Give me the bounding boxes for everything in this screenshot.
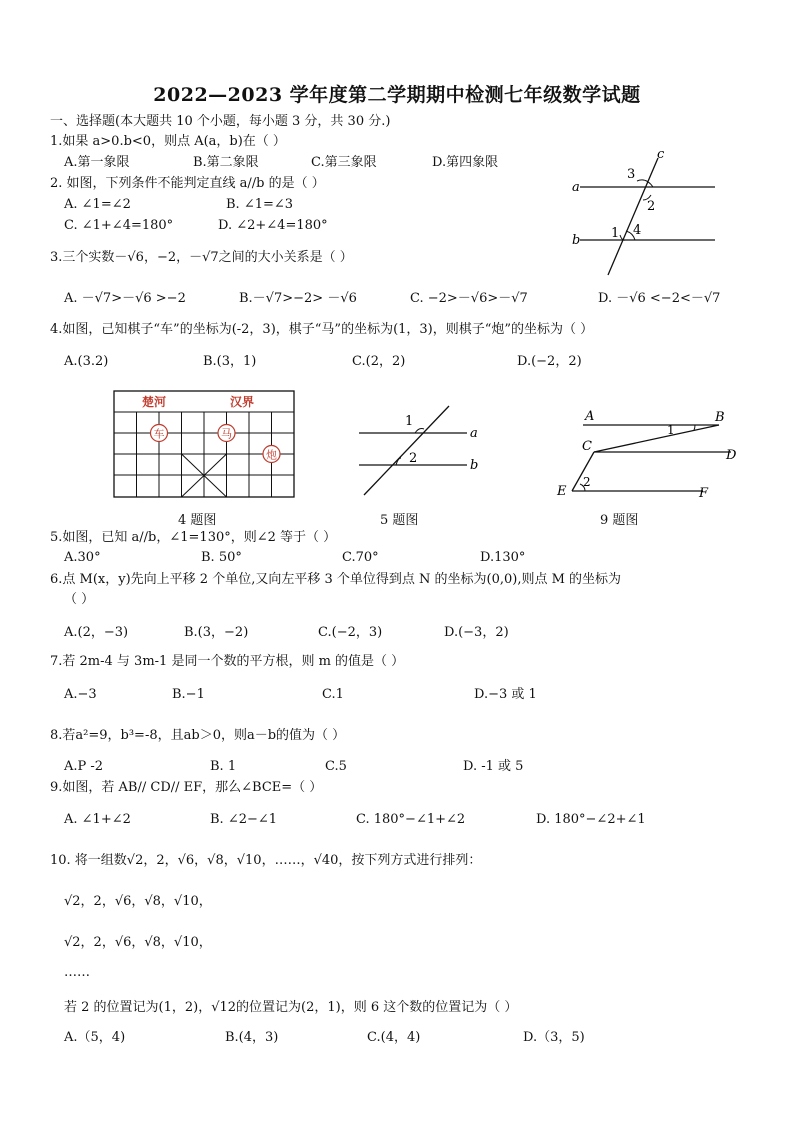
label-2: 2 xyxy=(647,199,656,214)
q6-option-b[interactable]: B.(3，−2) xyxy=(184,625,249,640)
q9-option-d[interactable]: D. 180°−∠2+∠1 xyxy=(536,812,646,827)
q10-option-b[interactable]: B.(4，3) xyxy=(225,1030,279,1045)
angle-arc-3 xyxy=(637,180,653,187)
q8-option-a[interactable]: A.P -2 xyxy=(64,759,104,774)
q3-option-c[interactable]: C. −2>－√6>－√7 xyxy=(410,291,528,306)
q2-option-c[interactable]: C. ∠1+∠4=180° xyxy=(64,218,174,233)
label-1: 1 xyxy=(405,414,414,429)
q7-option-c[interactable]: C.1 xyxy=(322,687,344,702)
label-4: 4 xyxy=(633,223,642,238)
q9-option-b[interactable]: B. ∠2−∠1 xyxy=(210,812,278,827)
q10-option-d[interactable]: D.（3，5) xyxy=(523,1030,585,1045)
label-F: F xyxy=(699,486,709,501)
label-b: b xyxy=(572,233,581,248)
q8-stem: 8.若a²=9，b³=-8，且ab＞0，则a－b的值为（ ） xyxy=(50,728,346,743)
q4-option-d[interactable]: D.(−2，2) xyxy=(517,354,582,369)
q6-option-a[interactable]: A.(2，−3) xyxy=(64,625,129,640)
q2-figure xyxy=(560,140,730,280)
q1-option-b[interactable]: B.第二象限 xyxy=(193,155,259,170)
q10-row-2: √2，2，√6，√8，√10， xyxy=(64,935,212,950)
q9-option-a[interactable]: A. ∠1+∠2 xyxy=(64,812,131,827)
river-label-right: 汉界 xyxy=(230,395,255,409)
q8-option-c[interactable]: C.5 xyxy=(325,759,347,774)
q1-option-c[interactable]: C.第三象限 xyxy=(311,155,377,170)
section-heading: 一、选择题(本大题共 10 个小题，每小题 3 分，共 30 分.) xyxy=(50,114,391,129)
q9-stem: 9.如图，若 AB// CD// EF，那么∠BCE=（ ） xyxy=(50,780,323,795)
label-D: D xyxy=(726,448,737,463)
label-C: C xyxy=(582,439,592,454)
q5-option-d[interactable]: D.130° xyxy=(480,550,526,565)
label-3: 3 xyxy=(627,167,636,182)
page-title: 2022—2023 学年度第二学期期中检测七年级数学试题 xyxy=(153,84,641,106)
angle-arc-2 xyxy=(396,458,401,465)
q10-option-a[interactable]: A.（5，4) xyxy=(64,1030,126,1045)
q4-stem: 4.如图，己知棋子“车”的坐标为(-2，3)，棋子“马”的坐标为(1，3)，则棋子“炮”的坐标为（ ） xyxy=(50,322,594,337)
fig5-caption: 5 题图 xyxy=(380,513,419,528)
q4-chessboard-figure xyxy=(110,388,300,500)
q1-option-a[interactable]: A.第一象限 xyxy=(64,155,130,170)
q9-option-c[interactable]: C. 180°−∠1+∠2 xyxy=(356,812,466,827)
q9-figure xyxy=(553,403,748,503)
label-b: b xyxy=(470,458,479,473)
q10-ellipsis: …… xyxy=(64,965,90,980)
q2-option-d[interactable]: D. ∠2+∠4=180° xyxy=(218,218,328,233)
q3-option-a[interactable]: A. －√7>－√6 >−2 xyxy=(64,291,186,306)
q7-stem: 7.若 2m-4 与 3m-1 是同一个数的平方根，则 m 的值是（ ） xyxy=(50,654,405,669)
piece-pao-label: 炮 xyxy=(266,448,277,462)
q3-option-b[interactable]: B.－√7>−2> －√6 xyxy=(239,291,357,306)
fig4-caption: 4 题图 xyxy=(178,513,217,528)
q3-option-d[interactable]: D. －√6 <−2<－√7 xyxy=(598,291,721,306)
label-2: 2 xyxy=(409,451,418,466)
angle-arc-1 xyxy=(694,425,695,430)
q4-option-a[interactable]: A.(3.2) xyxy=(64,354,109,369)
label-a: a xyxy=(470,426,478,441)
piece-ma-label: 马 xyxy=(221,427,232,441)
q10-line: 若 2 的位置记为(1，2)，√12的位置记为(2，1)，则 6 这个数的位置记为（ ） xyxy=(64,1000,518,1015)
label-c: c xyxy=(657,147,665,162)
q6-paren: （ ） xyxy=(64,592,95,607)
label-B: B xyxy=(715,410,725,425)
river-label-left: 楚河 xyxy=(142,395,167,409)
angle-arc-1 xyxy=(415,429,424,434)
segment-bc xyxy=(594,425,719,452)
q5-stem: 5.如图，已知 a//b，∠1=130°，则∠2 等于（ ） xyxy=(50,530,337,545)
q2-option-a[interactable]: A. ∠1=∠2 xyxy=(64,197,131,212)
q8-option-d[interactable]: D. -1 或 5 xyxy=(463,759,524,774)
q5-figure xyxy=(355,403,495,503)
q2-stem: 2. 如图，下列条件不能判定直线 a//b 的是（ ） xyxy=(50,176,325,191)
q7-option-b[interactable]: B.−1 xyxy=(172,687,205,702)
q4-option-c[interactable]: C.(2，2) xyxy=(352,354,406,369)
q7-option-a[interactable]: A.−3 xyxy=(64,687,97,702)
label-1: 1 xyxy=(611,226,620,241)
fig9-caption: 9 题图 xyxy=(600,513,639,528)
label-2: 2 xyxy=(583,475,591,489)
q1-option-d[interactable]: D.第四象限 xyxy=(432,155,499,170)
piece-che-label: 车 xyxy=(153,427,165,441)
q6-stem: 6.点 M(x，y)先向上平移 2 个单位,又向左平移 3 个单位得到点 N 的坐标为(0,0),则点 M 的坐标为 xyxy=(50,572,622,587)
q3-stem: 3.三个实数－√6，−2，－√7之间的大小关系是（ ） xyxy=(50,250,353,265)
label-a: a xyxy=(572,180,580,195)
q8-option-b[interactable]: B. 1 xyxy=(210,759,237,774)
label-E: E xyxy=(557,484,567,499)
q5-option-b[interactable]: B. 50° xyxy=(201,550,242,565)
q10-option-c[interactable]: C.(4，4) xyxy=(367,1030,421,1045)
q7-option-d[interactable]: D.−3 或 1 xyxy=(474,687,537,702)
q1-stem: 1.如果 a>0.b<0，则点 A(a，b)在（ ） xyxy=(50,134,286,149)
q5-option-a[interactable]: A.30° xyxy=(64,550,101,565)
q5-option-c[interactable]: C.70° xyxy=(342,550,379,565)
label-A: A xyxy=(585,409,595,424)
q10-row-1: √2，2，√6，√8，√10， xyxy=(64,894,212,909)
q2-option-b[interactable]: B. ∠1=∠3 xyxy=(226,197,294,212)
q10-stem: 10. 将一组数√2，2，√6，√8，√10，……，√40，按下列方式进行排列： xyxy=(50,853,482,868)
label-1: 1 xyxy=(667,423,675,437)
q6-option-c[interactable]: C.(−2，3) xyxy=(318,625,383,640)
q4-option-b[interactable]: B.(3，1) xyxy=(203,354,257,369)
q6-option-d[interactable]: D.(−3，2) xyxy=(444,625,509,640)
